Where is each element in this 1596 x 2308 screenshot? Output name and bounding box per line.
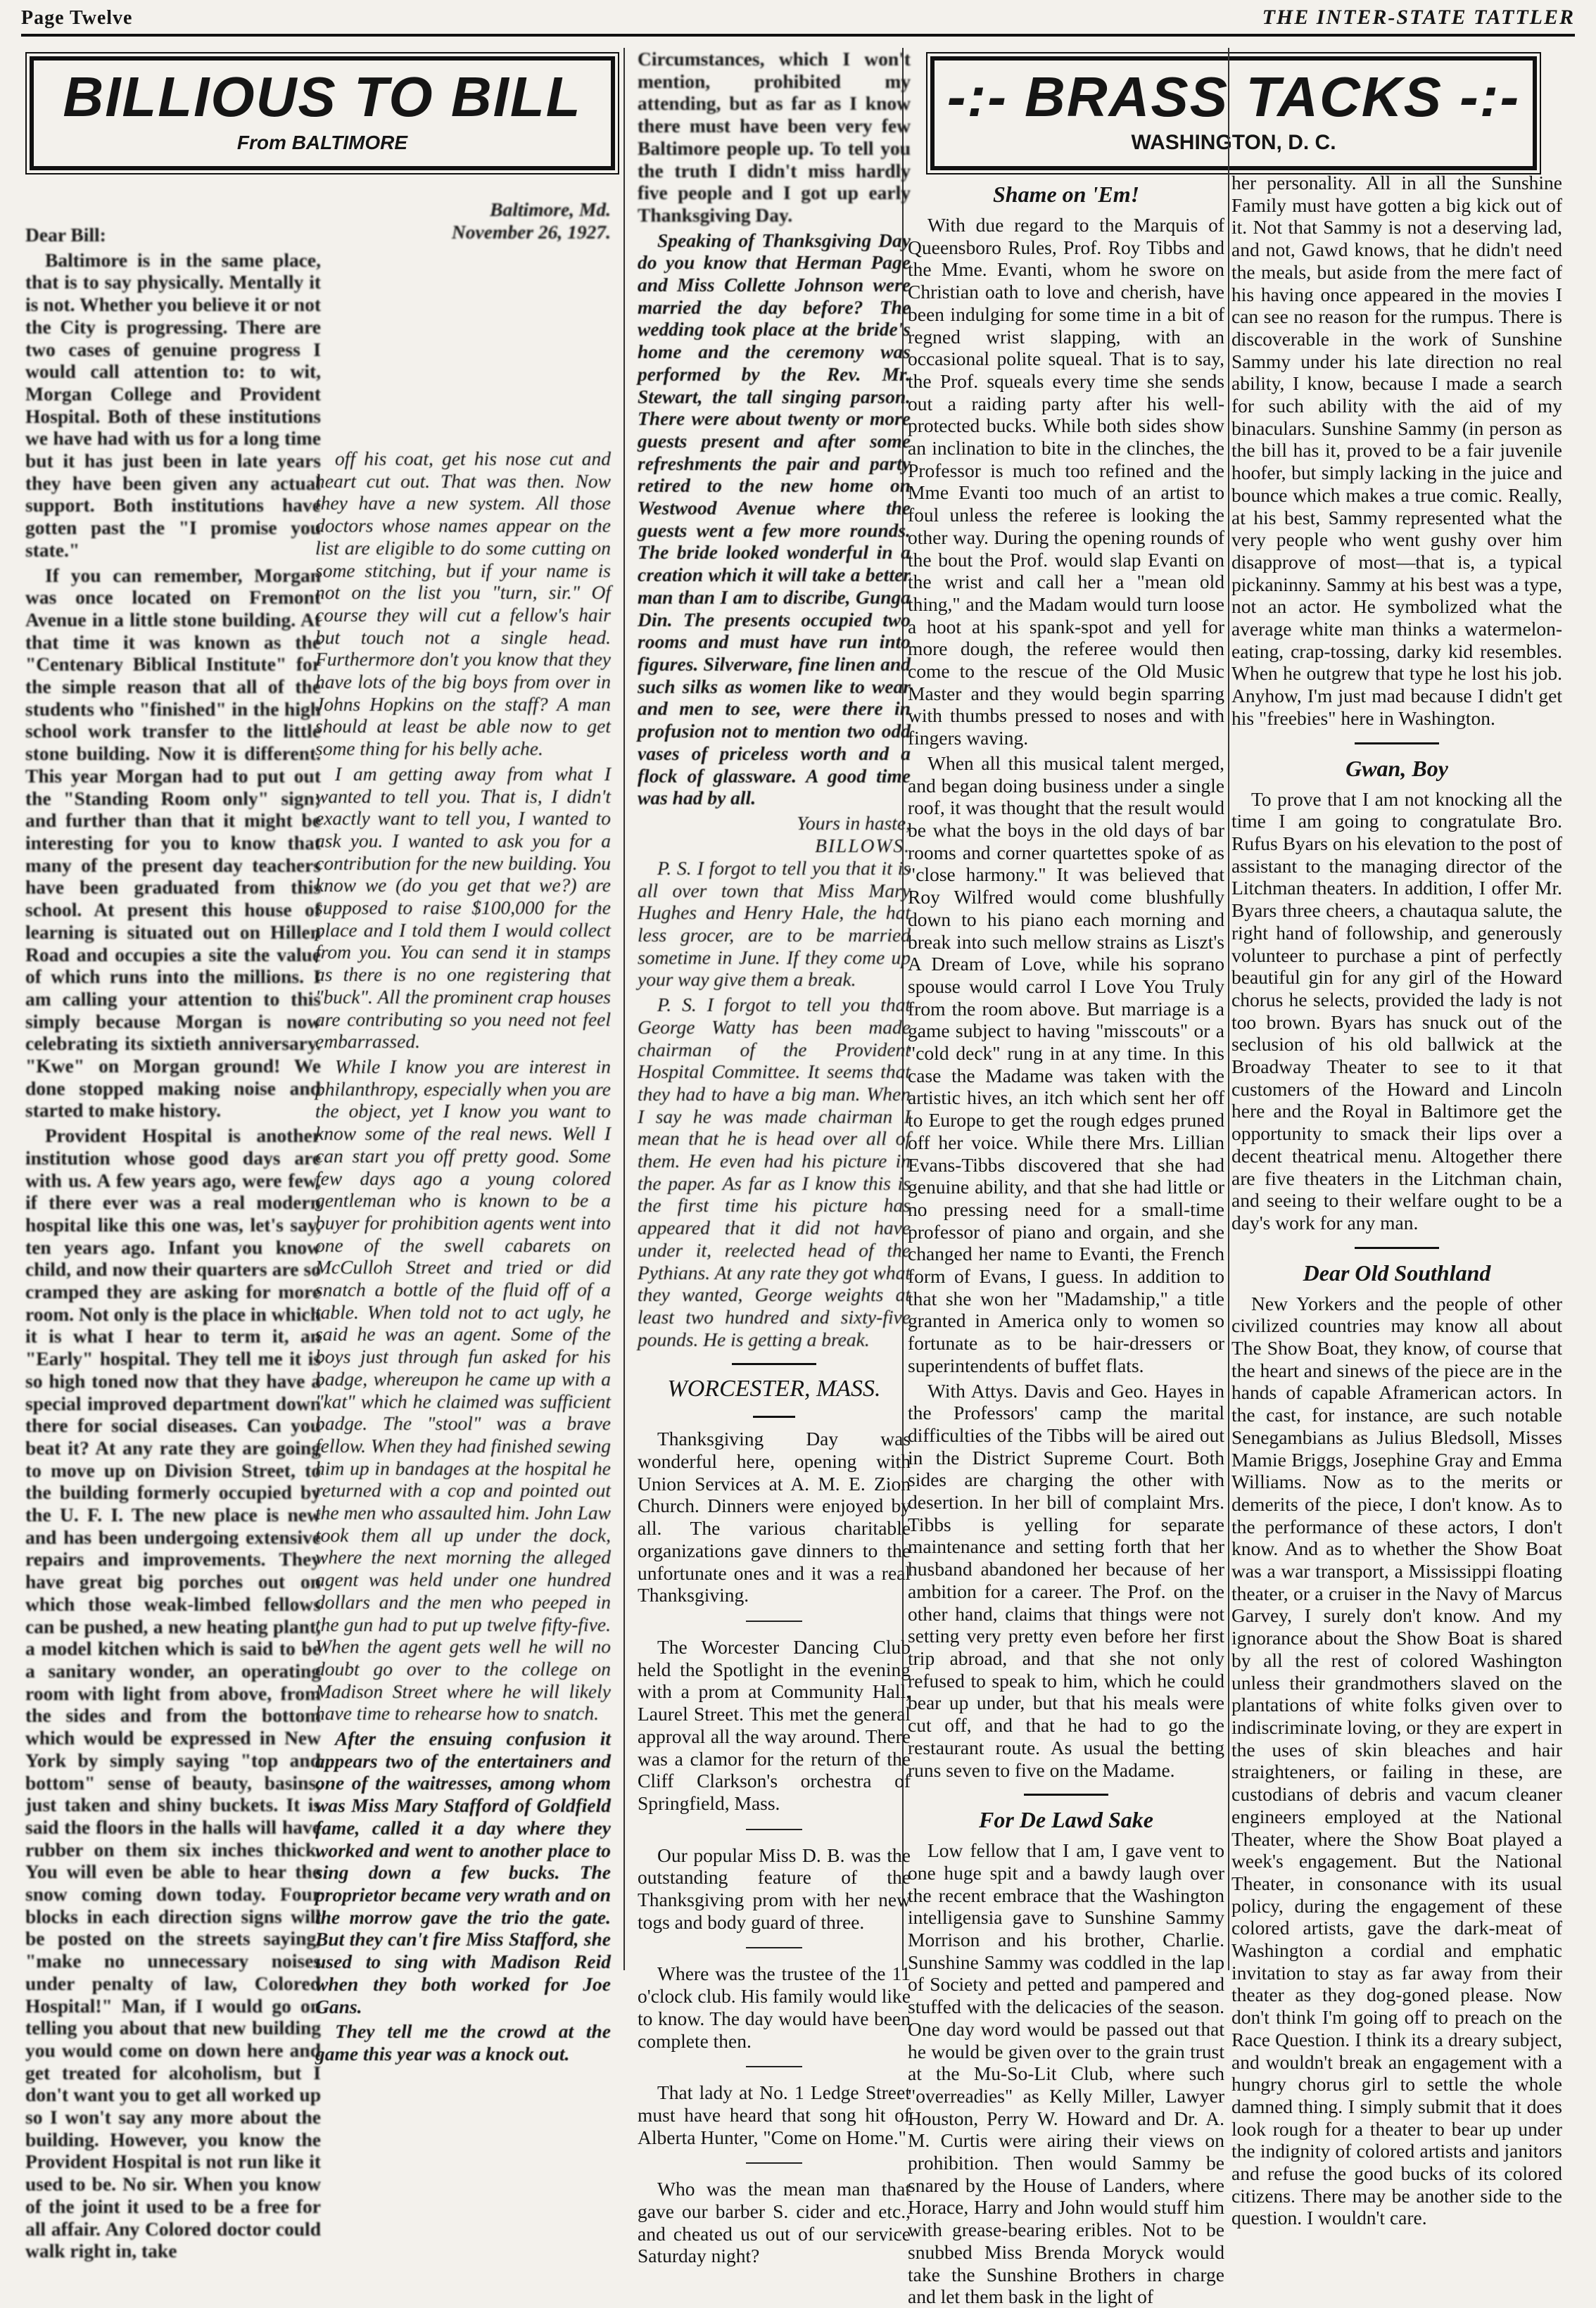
worcester-paragraph: The Worcester Dancing Club held the Spotlight in the evening with a prom at Community Hall, Laurel Street. This met the general approval all the way around. There was a clamor for the return of the Cliff Clarkson's orchestra of Springfield, Mass. <box>638 1636 911 1814</box>
section-rule <box>732 1363 816 1365</box>
dateline-city: Baltimore, Md. <box>490 198 611 220</box>
worcester-heading: WORCESTER, MASS. <box>667 1376 881 1402</box>
letter-paragraph: I am getting away from what I wanted to tell you. That is, I didn't exactly want to tell you, I wanted to ask you. I wanted to ask you for a contribution for the new building. You know we (do you get that we?) are supposed to raise $100,000 for the place and I told them I would collect from you. You can send it in stamps as there is no one registering that "buck". All the prominent crap houses are contributing so you need not feel embarrassed. <box>315 762 611 1053</box>
section-rule <box>1355 1247 1439 1249</box>
southland-heading: Dear Old Southland <box>1303 1260 1491 1286</box>
worcester-paragraph: Who was the mean man that gave our barber S. cider and etc., and cheated us out of our service Saturday night? <box>638 2178 911 2267</box>
postscript: P. S. I forgot to tell you that George Watty has been made chairman of the Provident Hospital Committee. It seems that they had to have a big man. When I say he was made chairman I mean that he is head over all of them. He even had his picture in the paper. As far as I know this is the first time his picture has appeared that it did not have under it, reelected head of the Pythians. At any rate they got what they wanted, George weights at least two hundred and sixty-five pounds. He is getting a break. <box>638 994 911 1350</box>
title-space <box>25 48 321 224</box>
worcester-paragraph: Our popular Miss D. B. was the outstanding feature of the Thanksgiving prom with her new togs and body guard of three. <box>638 1844 911 1933</box>
title-space <box>908 48 1224 172</box>
postscript: P. S. I forgot to tell you that it is all over town that Miss Mary Hughes and Henry Hale, the hat less grocer, are to be married sometime in June. If they come up your way give them a break. <box>638 856 911 991</box>
brass-tacks-title: -:- BRASS TACKS -:- <box>946 65 1521 128</box>
worcester-paragraph: Where was the trustee of the 11 o'clock club. His family would like to know. The day would have been complete then. <box>638 1963 911 2052</box>
worcester-paragraph: Thanksgiving Day was wonderful here, opening with Union Services at A. M. E. Zion Church. Dinners were enjoyed by all. The various charitable organizations gave dinners to the unfortunate ones and it was a real Thanksgiving. <box>638 1428 911 1606</box>
billious-subtitle: From BALTIMORE <box>236 132 408 153</box>
letter-paragraph: After the ensuing confusion it appears two of the entertainers and one of the waitresses, among whom was Miss Mary Stafford of Goldfield fame, called it a day where they worked and went to another place to sing down a few bucks. The proprietor became very wrath and on the morrow gave the trio the gate. But they can't fire Miss Stafford, she used to sing with Madison Reid when they both worked for Joe Gans. <box>315 1727 611 2017</box>
letter-paragraph: If you can remember, Morgan was once located on Fremont Avenue in a little stone building. At that time it was known as the "Centenary Biblical Institute" for the simple reason that all of the students who "finished" in the high school work transfer to the little stone building. Now it is different. This year Morgan had to put out the "Standing Room only" sign; and further than that it might be interesting for you to know that many of the present day teachers have been graduated from this school. At present this house of learning is situated out on Hillen Road and occupies a site the value of which runs into the millions. I am calling your attention to this simply because Morgan is now celebrating its sixtieth anniversary. "Kwe" on Morgan ground! We done stopped making noise and started to make history. <box>25 564 321 1122</box>
lawd-sake-heading: For De Lawd Sake <box>979 1807 1153 1833</box>
separator <box>746 1947 802 1948</box>
separator <box>746 1829 802 1830</box>
column-3 <box>638 48 911 2267</box>
letter-signature: BILLOWS. <box>815 834 911 856</box>
title-space <box>315 48 611 198</box>
section-rule <box>1355 742 1439 744</box>
article-paragraph: Low fellow that I am, I gave vent to one huge spit and a bawdy laugh over the recent embrace that the Washington intelligensia gave to Sunshine Sammy Morrison and his brother, Charlie. Sunshine Sammy was coddled in the lap of Society and petted and pampered and stuffed with the delicacies of the season. One day word would be passed out that he would be given over to the grain trust at the Mu-So-Lit Club, where such "overreadies" as Kelly Miller, Lawyer Houston, Perry W. Howard and Dr. A. M. Curtis were airing their views on prohibition. Then would Sammy be snared by the House of Landers, where Horace, Harry and John would stuff him with grease-bearing eribles. Not to be snubbed Miss Brenda Moryck would take the Sunshine Brothers in charge and let them bask in the light of <box>908 1839 1224 2308</box>
separator <box>746 2066 802 2067</box>
letter-paragraph: Baltimore is in the same place, that is to say physically. Mentally it is not. Whether you believe it or not the City is progressing. There are two cases of genuine progress I would call attention to: to wit, Morgan College and Provident Hospital. Both of these institutions we have had with us for a long time but it has just been in late years they have been given any actual support. Both institutions have gotten past the "I promise you state." <box>25 248 321 561</box>
billious-title: BILLIOUS TO BILL <box>63 65 582 128</box>
article-paragraph: With due regard to the Marquis of Queensboro Rules, Prof. Roy Tibbs and the Mme. Evanti, whom he swore on Christian oath to love and cherish, have been indulging for some time in a bit of regned wrist slapping, with an occasional polite squeal. That is to say, the Prof. squeals every time she sends out a raiding party after his well-protected bucks. While both sides show an inclination to bite in the clinches, the Professor is much too refined and the Mme Evanti too much of an artist to foul unless the referee is looking the other way. During the opening rounds of the bout the Prof. would slap Evanti on the wrist and call her a "mean old thing," and the Madam would turn loose a hoot at his spank-spot and yell for more dough, the referee would then come to the rescue of the Old Music Master and they would begin sparring with thumbs pressed to noses and with fingers waving. <box>908 214 1224 749</box>
article-paragraph: With Attys. Davis and Geo. Hayes in the Professors' camp the marital difficulties of the Tibbs will be aired out in the District Supreme Court. Both sides are charging the other with desertion. In her bill of complaint Mrs. Tibbs is yelling for separate maintenance and setting forth that her husband abandoned her because of her ambition for a career. The Prof. on the other hand, claims that things were not setting very pretty even before her first trip abroad, and that she not only refused to speak to him, which he could bear up under, but that his meals were cut off, and that he had to go the restaurant route. As usual the betting runs seven to five on the Madame. <box>908 1379 1224 1781</box>
shame-heading: Shame on 'Em! <box>992 182 1140 207</box>
section-rule <box>1024 1794 1108 1796</box>
letter-paragraph: They tell me the crowd at the game this year was a knock out. <box>315 2020 611 2065</box>
masthead-rule <box>21 34 1575 37</box>
column-rule <box>1228 48 1229 1970</box>
letter-closing: Yours in haste, <box>797 811 911 834</box>
letter-paragraph: Speaking of Thanksgiving Day do you know that Herman Page and Miss Collette Johnson were married the day before? The wedding took place at the bride's home and the ceremony was performed by the Rev. Mr. Stewart, the tall singing parson. There were about twenty or more guests present and after some refreshments the pair and party retired to the new home on Westwood Avenue where the guests went a few more rounds. The bride looked wonderful in a creation which it will take a better man than I am to discribe, Gunga Din. The presents occupied two rooms and must have run into figures. Silverware, fine linen and such silks as women like to wear and men to see, were there in profusion not to mention two odd vases of priceless worth and a flock of glassware. A good time was had by all. <box>638 229 911 809</box>
letter-salutation: Dear Bill: <box>25 224 106 246</box>
section-rule <box>753 1416 795 1418</box>
gwan-boy-heading: Gwan, Boy <box>1345 755 1448 781</box>
newspaper-name: THE INTER-STATE TATTLER <box>1262 6 1575 29</box>
brass-tacks-subtitle: WASHINGTON, D. C. <box>1131 131 1336 154</box>
article-paragraph: her personality. All in all the Sunshine Family must have gotten a big kick out of it. Not that Sammy is not a deserving lad, and not, Gawd knows, that he didn't need the meals, but aside from the mere fact of his having once appeared in the movies I can see no reason for the rumpus. There is discoverable in the work of Sunshine Sammy under his late direction no real ability, I know, because I made a search for such ability with the aid of my binaculars. Sunshine Sammy (in person as the bill has it, proved to be a fair juvenile hoofer, but simply lacking in the juice and bounce which makes a true comic. Really, at his best, Sammy represented what the very people who went gushy over him disapprove of most—that is, a typical pickaninny. Sammy at his best was a type, not an actor. He symbolized what the average white man thinks a watermelon-eating, crap-tossing, darky kid resembles. When he outgrew that type he lost his job. Anyhow, I'm just mad because I didn't get his "freebies" here in Washington. <box>1231 172 1562 729</box>
dateline-date: November 26, 1927. <box>451 221 611 243</box>
column-rule <box>623 48 625 1970</box>
letter-paragraph: While I know you are interest in philanthropy, especially when you are the object, yet I know you want to know some of the real news. Well I can start you off pretty good. Some few days ago a young colored gentleman who is known to be a buyer for prohibition agents went into one of the swell cabarets on McCulloh Street and tried or did snatch a bottle of the fluid off of a table. When told not to act ugly, he said he was an agent. Some of the boys just through fun asked for his badge, whereupon he came up with a "kat" which he claimed was sufficient badge. The "stool" was a brave fellow. When they had finished sewing him up in bandages at the hospital he returned with a cop and pointed out the men who assaulted him. John Law took them all up under the dock, where the next morning the alleged agent was held under one hundred dollars and the men who peeped in the gun had to put up twelve fifty-five. When the agent gets well he will no doubt go over to the college on Madison Street where he will likely have time to rehearse how to snatch. <box>315 1055 611 1725</box>
letter-paragraph: off his coat, get his nose cut and heart cut out. That was then. Now they have a new system. All those doctors whose names appear on the list are eligible to do some cutting on some stitching, but if your name is not on the list you "turn, sir." Of course they will cut a fellow's hair but touch not a single head. Furthermore don't you know that they have lots of the big boys from over in Johns Hopkins on the staff? A man should at least be able now to get some thing for his belly ache. <box>315 448 611 760</box>
page-folio: Page Twelve <box>21 7 133 29</box>
title-space <box>1231 48 1562 172</box>
article-paragraph: To prove that I am not knocking all the time I am going to congratulate Bro. Rufus Byars on his elevation to the post of assistant to the managing director of the Litchman theaters. In addition, I offer Mr. Byars three cheers, a chautaqua salute, the right hand of followship, and generously volunteer to purchase a pint of perfectly beautiful gin for any girl of the Howard chorus he selects, provided the lady is not too brown. Byars has snuck out of the seclusion of his old ballwick at the Broadway Theater to see to it that customers of the Howard and Lincoln here and the Royal in Baltimore get the opportunity to smack their lips over a decent theatrical menu. Altogether there are five theaters in the Litchman chain, and seeing to their welfare ought to be a day's work for any man. <box>1231 787 1562 1234</box>
worcester-paragraph: That lady at No. 1 Ledge Street must have heard that song hit of Alberta Hunter, "Come on Home." <box>638 2081 911 2148</box>
column-5 <box>1231 48 1562 2229</box>
spacer <box>315 243 611 448</box>
letter-paragraph: Provident Hospital is another institution whose good days are with us. A few years ago, were few, if there ever was a real modern hospital like this one was, let's say, ten years ago. Infant you know child, and now their quarters are so cramped they are asking for more room. Not only is the place in which it is what I hear to term it, an "Early" hospital. They tell me it is so high toned now that they have a special improved department down there for social diseases. Can you beat it? At any rate they are going to move up on Division Street, to the building formerly occupied by the U. F. I. The new place is new and has been undergoing extensive repairs and improvements. They have great big porches out on which those weak-limbed fellows can be pushed, a new heating plant, a model kitchen which is said to be a sanitary wonder, an operating room with light from above, from the sides and from the bottom which would be expressed in New York by simply saying "top and bottom" sense of beauty, basins, just taken and shiny buckets. It is said the floors in the halls will have rubber on them six inches thick. You will even be able to hear the snow coming down today. Four blocks in each direction signs will be posted on the streets saying, "make no unnecessary noises under penalty of law, Colored Hospital!" Man, if I would go on telling you about that new building you would come on down here and get treated for alcoholism, but I don't want you to get all worked up so I won't say any more about the building. However, you know the Provident Hospital is not run like it used to be. No sir. When you know of the joint it used to be a free for all affair. Any Colored doctor could walk right in, take <box>25 1124 321 2262</box>
column-1 <box>25 48 321 2262</box>
separator <box>746 1621 802 1622</box>
column-2 <box>315 48 611 2065</box>
column-4 <box>908 48 1224 2308</box>
separator <box>746 2162 802 2164</box>
article-paragraph: New Yorkers and the people of other civilized countries may know all about The Show Boat, they know, of course that the heart and sinews of the piece are in the hands of capable Aframerican actors. In the cast, for instance, are such notable Senegambians as Julius Bledsoll, Misses Mamie Briggs, Josephine Gray and Emma Williams. Now as to the merits or demerits of the piece, I don't know. As to the performance of these actors, I don't know. And as to whether the Show Boat was a war transport, a Mississippi floating theater, or a cruiser in the Navy of Marcus Garvey, I surely don't know. And my ignorance about the Show Boat is shared by all the rest of colored Washington unless their grandmothers slaved on the plantations of white folks given over to indiscriminate loving, or they are expert in the uses of skin bleaches and hair straighteners, or failing in these, are custodians of debris and vacum cleaner engineers employed at the National Theater, where the Show Boat played a week's engagement. But the National Theater, in consonance with its usual policy, during the engagement of these colored artists, gave the dark-meat of Washington a cordial and emphatic invitation to stay as far away from their theater as they dog-goned please. Now don't think I'm going off to preach on the Race Question. I think its a dreary subject, and wouldn't break an engagement with a hungry chorus girl to settle the whole damned thing. I simply submit that it does look rough for a theater to bear up under the indignity of colored artists and janitors and refuse the good bucks of its colored citizens. There may be another side to the question. I wouldn't care. <box>1231 1292 1562 2229</box>
article-paragraph: When all this musical talent merged, and began doing business under a single roof, it was thought that the result would be what the boys in the old days of bar rooms and corner quartettes spoke of as "close harmony." It was believed that Roy Wilfred would come blushfully down to his piano each morning and break into such mellow strains as Liszt's A Dream of Love, while his soprano spouse would carrol I Love You Truly from the room above. But marriage is a game subject to having "misscouts" or a "cold deck" rung in at any time. In this case the Madame was taken with the artistic hives, an itch which sent her off to Europe to get the rough edges pruned off her voice. While there Mrs. Lillian Evans-Tibbs discovered that she had genuine ability, and that she had little or no pressing need for a small-time professor of piano and orgain, and she changed her name to Evanti, the French form of Evans, I guess. In addition to that she won her "Madamship," a title granted in America only to women so fortunate as to be hair-dressers or superintendents of buffet flats. <box>908 752 1224 1376</box>
masthead <box>21 0 1575 44</box>
letter-paragraph: Circumstances, which I won't mention, prohibited my attending, but as far as I know there must have been very few Baltimore people up. To tell you the truth I didn't miss hardly five people and I got up early Thanksgiving Day. <box>638 48 911 226</box>
